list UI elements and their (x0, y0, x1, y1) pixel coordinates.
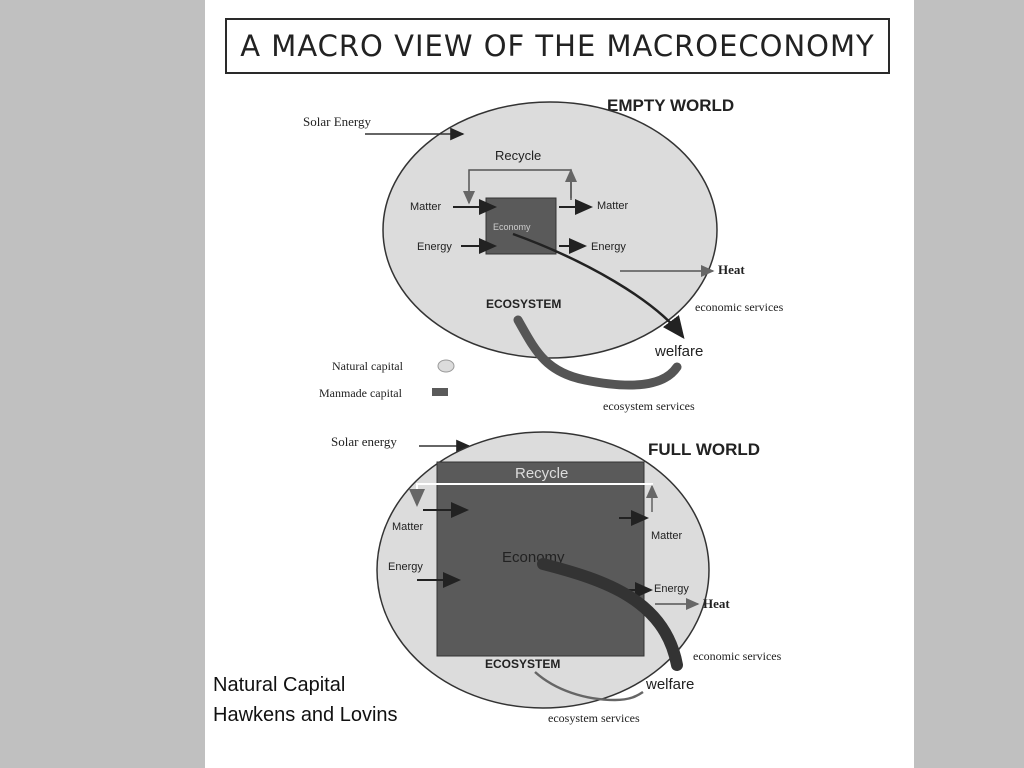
full-energy-out-label: Energy (654, 583, 689, 595)
empty-ecosystem-label: ECOSYSTEM (486, 297, 562, 311)
full-heat-label: Heat (703, 596, 730, 611)
legend-natural-capital-label: Natural capital (332, 359, 403, 373)
empty-matter-in-label: Matter (410, 201, 442, 213)
empty-economic-services-label: economic services (695, 300, 784, 314)
full-ecosystem-label: ECOSYSTEM (485, 657, 561, 671)
slide (205, 0, 914, 768)
empty-energy-out-label: Energy (591, 241, 626, 253)
full-matter-in-label: Matter (392, 521, 424, 533)
full-matter-out-label: Matter (651, 530, 683, 542)
full-economic-services-label: economic services (693, 649, 782, 663)
caption-line-2: Hawkens and Lovins (213, 704, 398, 726)
empty-heat-label: Heat (718, 262, 745, 277)
full-world-heading: FULL WORLD (648, 440, 761, 459)
page-title: A MACRO VIEW OF THE MACROECONOMY (225, 18, 890, 74)
macroeconomy-diagram (205, 0, 914, 768)
legend-natural-capital-swatch (438, 360, 454, 372)
empty-welfare-label: welfare (655, 343, 704, 360)
full-economy-label: Economy (502, 549, 565, 566)
empty-recycle-label: Recycle (495, 148, 542, 163)
empty-matter-out-label: Matter (597, 200, 629, 212)
empty-solar-energy-label: Solar Energy (303, 114, 371, 129)
full-ecosystem-services-label: ecosystem services (548, 711, 640, 725)
full-solar-energy-label: Solar energy (331, 434, 397, 449)
caption-line-1: Natural Capital (213, 674, 346, 696)
empty-ecosystem-services-label: ecosystem services (603, 399, 695, 413)
caption (213, 670, 398, 730)
full-welfare-label: welfare (646, 676, 695, 693)
full-energy-in-label: Energy (388, 561, 423, 573)
empty-economy-label: Economy (493, 222, 531, 232)
empty-world-heading: EMPTY WORLD (607, 96, 735, 115)
legend-manmade-capital-label: Manmade capital (319, 386, 402, 400)
full-recycle-label: Recycle (515, 465, 569, 482)
empty-energy-in-label: Energy (417, 241, 452, 253)
legend-manmade-capital-swatch (432, 388, 448, 396)
